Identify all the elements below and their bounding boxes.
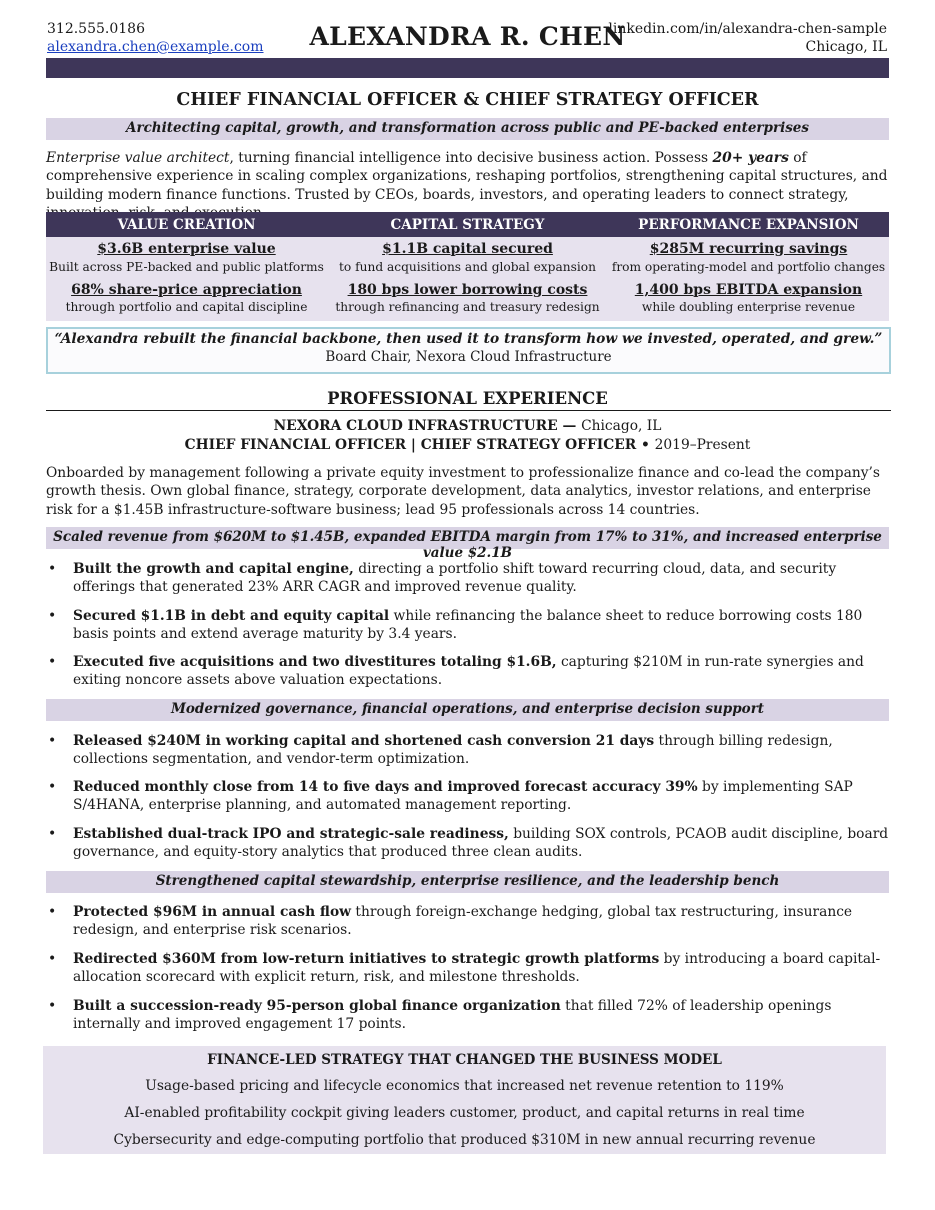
bullet-text: directing a portfolio shift toward recurring cloud, data, and security offerings that generated 23% ARR CAGR and improved revenue quality. (73, 561, 837, 596)
bullet-lead: Released $240M in working capital and shortened cash conversion 21 days (73, 733, 655, 749)
summary-years: 20+ years (712, 150, 789, 166)
bullet-lead: Secured $1.1B in debt and equity capital (73, 608, 390, 624)
testimonial-source: Board Chair, Nexora Cloud Infrastructure (325, 349, 612, 365)
metrics-heading-capital-strategy: CAPITAL STRATEGY (390, 217, 545, 233)
bullet-lead: Reduced monthly close from 14 to five days and improved forecast accuracy 39% (73, 779, 698, 795)
contact-right (608, 20, 887, 56)
bullet-dot: • (48, 951, 57, 967)
bullet-lead: Protected $96M in annual cash flow (73, 904, 352, 920)
bullet-dot: • (48, 654, 57, 670)
bullet-dot: • (48, 904, 57, 920)
metric-note: Built across PE-backed and public platforms (49, 260, 324, 274)
candidate-name: ALEXANDRA R. CHEN (309, 22, 626, 51)
role-title: CHIEF FINANCIAL OFFICER | CHIEF STRATEGY OFFICER (184, 437, 637, 453)
bullet-lead: Built a succession-ready 95-person global finance organization (73, 998, 561, 1014)
metrics-heading-performance-expansion: PERFORMANCE EXPANSION (638, 217, 859, 233)
finance-strategy-line: Usage-based pricing and lifecycle economics that increased net revenue retention to 119% (145, 1078, 784, 1094)
summary-intro: Enterprise value architect (46, 150, 230, 166)
bullet-lead: Executed five acquisitions and two divestitures totaling $1.6B, (73, 654, 557, 670)
achievement-heading: Modernized governance, financial operations, and enterprise decision support (170, 701, 765, 717)
tagline: Architecting capital, growth, and transformation across public and PE-backed enterprises (126, 120, 809, 136)
bullet-lead: Redirected $360M from low-return initiatives to strategic growth platforms (73, 951, 660, 967)
metrics-heading-value-creation: VALUE CREATION (117, 217, 256, 233)
role-dates: 2019–Present (654, 437, 751, 453)
bullet-text: through billing redesign, collections segmentation, and vendor-term optimization. (73, 733, 833, 768)
headline-title: CHIEF FINANCIAL OFFICER & CHIEF STRATEGY OFFICER (176, 90, 759, 110)
bullet-dot: • (48, 733, 57, 749)
finance-strategy-line: AI-enabled profitability cockpit giving leaders customer, product, and capital returns in real time (124, 1105, 805, 1121)
metric-value: $3.6B enterprise value (97, 241, 276, 257)
bullet-text: by implementing SAP S/4HANA, enterprise planning, and automated management reporting. (73, 779, 853, 814)
testimonial-quote: “Alexandra rebuilt the financial backbone, then used it to transform how we invested, operated, and grew.” (54, 331, 883, 347)
summary-rest: of comprehensive experience in scaling complex organizations, reshaping portfolios, strengthening capital structures, and building modern finance functions. Trusted by CEOs, boards, investors, and operating leaders to connect strategy, (46, 150, 888, 203)
metric-note: through portfolio and capital discipline (65, 300, 308, 314)
metric-value: $285M recurring savings (649, 241, 848, 257)
header-bar (46, 58, 889, 78)
metric-note: while doubling enterprise revenue (641, 300, 856, 314)
bullet-dot: • (48, 608, 57, 624)
bullet-text: through foreign-exchange hedging, global tax restructuring, insurance redesign, and enterprise risk scenarios. (73, 904, 853, 939)
metric-note: from operating-model and portfolio changes (611, 260, 886, 274)
linkedin: linkedin.com/in/alexandra-chen-sample (608, 21, 887, 37)
metric-value: $1.1B capital secured (382, 241, 553, 257)
bullet-dot: • (48, 779, 57, 795)
bullet-text: building SOX controls, PCAOB audit discipline, board governance, and equity-story analytics that produced three clean audits. (73, 826, 889, 861)
company-name: NEXORA CLOUD INFRASTRUCTURE (273, 418, 558, 434)
summary-intro-rest: , turning financial intelligence into decisive business action. Possess (229, 150, 713, 166)
company-location: Chicago, IL (581, 418, 662, 434)
bullet-dot: • (48, 826, 57, 842)
role-line (0, 437, 935, 453)
bullet-text: by introducing a board capital-allocation scorecard with explicit return, risk, and milestone thresholds. (73, 951, 881, 986)
metric-value: 1,400 bps EBITDA expansion (634, 282, 863, 298)
achievement-heading: Strengthened capital stewardship, enterprise resilience, and the leadership bench (155, 873, 780, 889)
bullet-dot: • (48, 561, 57, 577)
company-separator: — (557, 418, 582, 434)
bullet-lead: Built the growth and capital engine, (73, 561, 354, 577)
metric-value: 180 bps lower borrowing costs (347, 282, 588, 298)
metric-note: through refinancing and treasury redesign (335, 300, 600, 314)
bullet-text: while refinancing the balance sheet to reduce borrowing costs 180 basis points and extend average maturity by 3.4 years. (73, 608, 863, 643)
bullet-text: that filled 72% of leadership openings internally and improved engagement 17 points. (73, 998, 832, 1033)
phone: 312.555.0186 (47, 21, 145, 37)
bullet-text: capturing $210M in run-rate synergies and exiting noncore assets above valuation expectations. (73, 654, 864, 689)
bullet-dot: • (48, 998, 57, 1014)
role-separator: • (636, 437, 655, 453)
metric-value: 68% share-price appreciation (71, 282, 302, 298)
company-line (0, 418, 935, 434)
role-summary: Onboarded by management following a private equity investment to professionalize finance and co-lead the company’s growth thesis. Own global finance, strategy, corporate development, data analytics, investor relations, and enterprise risk for a $1.45B infrastructure-software business; lead 95 professionals across 14 countries. (46, 465, 880, 518)
finance-strategy-line: Cybersecurity and edge-computing portfolio that produced $310M in new annual recurring revenue (113, 1132, 816, 1148)
section-title: PROFESSIONAL EXPERIENCE (327, 389, 608, 408)
achievement-heading: Scaled revenue from $620M to $1.45B, expanded EBITDA margin from 17% to 31%, and increased enterprise value $2.1B (53, 529, 882, 561)
metric-note: to fund acquisitions and global expansion (339, 260, 596, 274)
location: Chicago, IL (805, 39, 887, 55)
finance-strategy-title: FINANCE-LED STRATEGY THAT CHANGED THE BUSINESS MODEL (207, 1052, 722, 1068)
section-divider (46, 410, 891, 411)
email-link[interactable]: alexandra.chen@example.com (47, 39, 264, 55)
bullet-lead: Established dual-track IPO and strategic-sale readiness, (73, 826, 509, 842)
